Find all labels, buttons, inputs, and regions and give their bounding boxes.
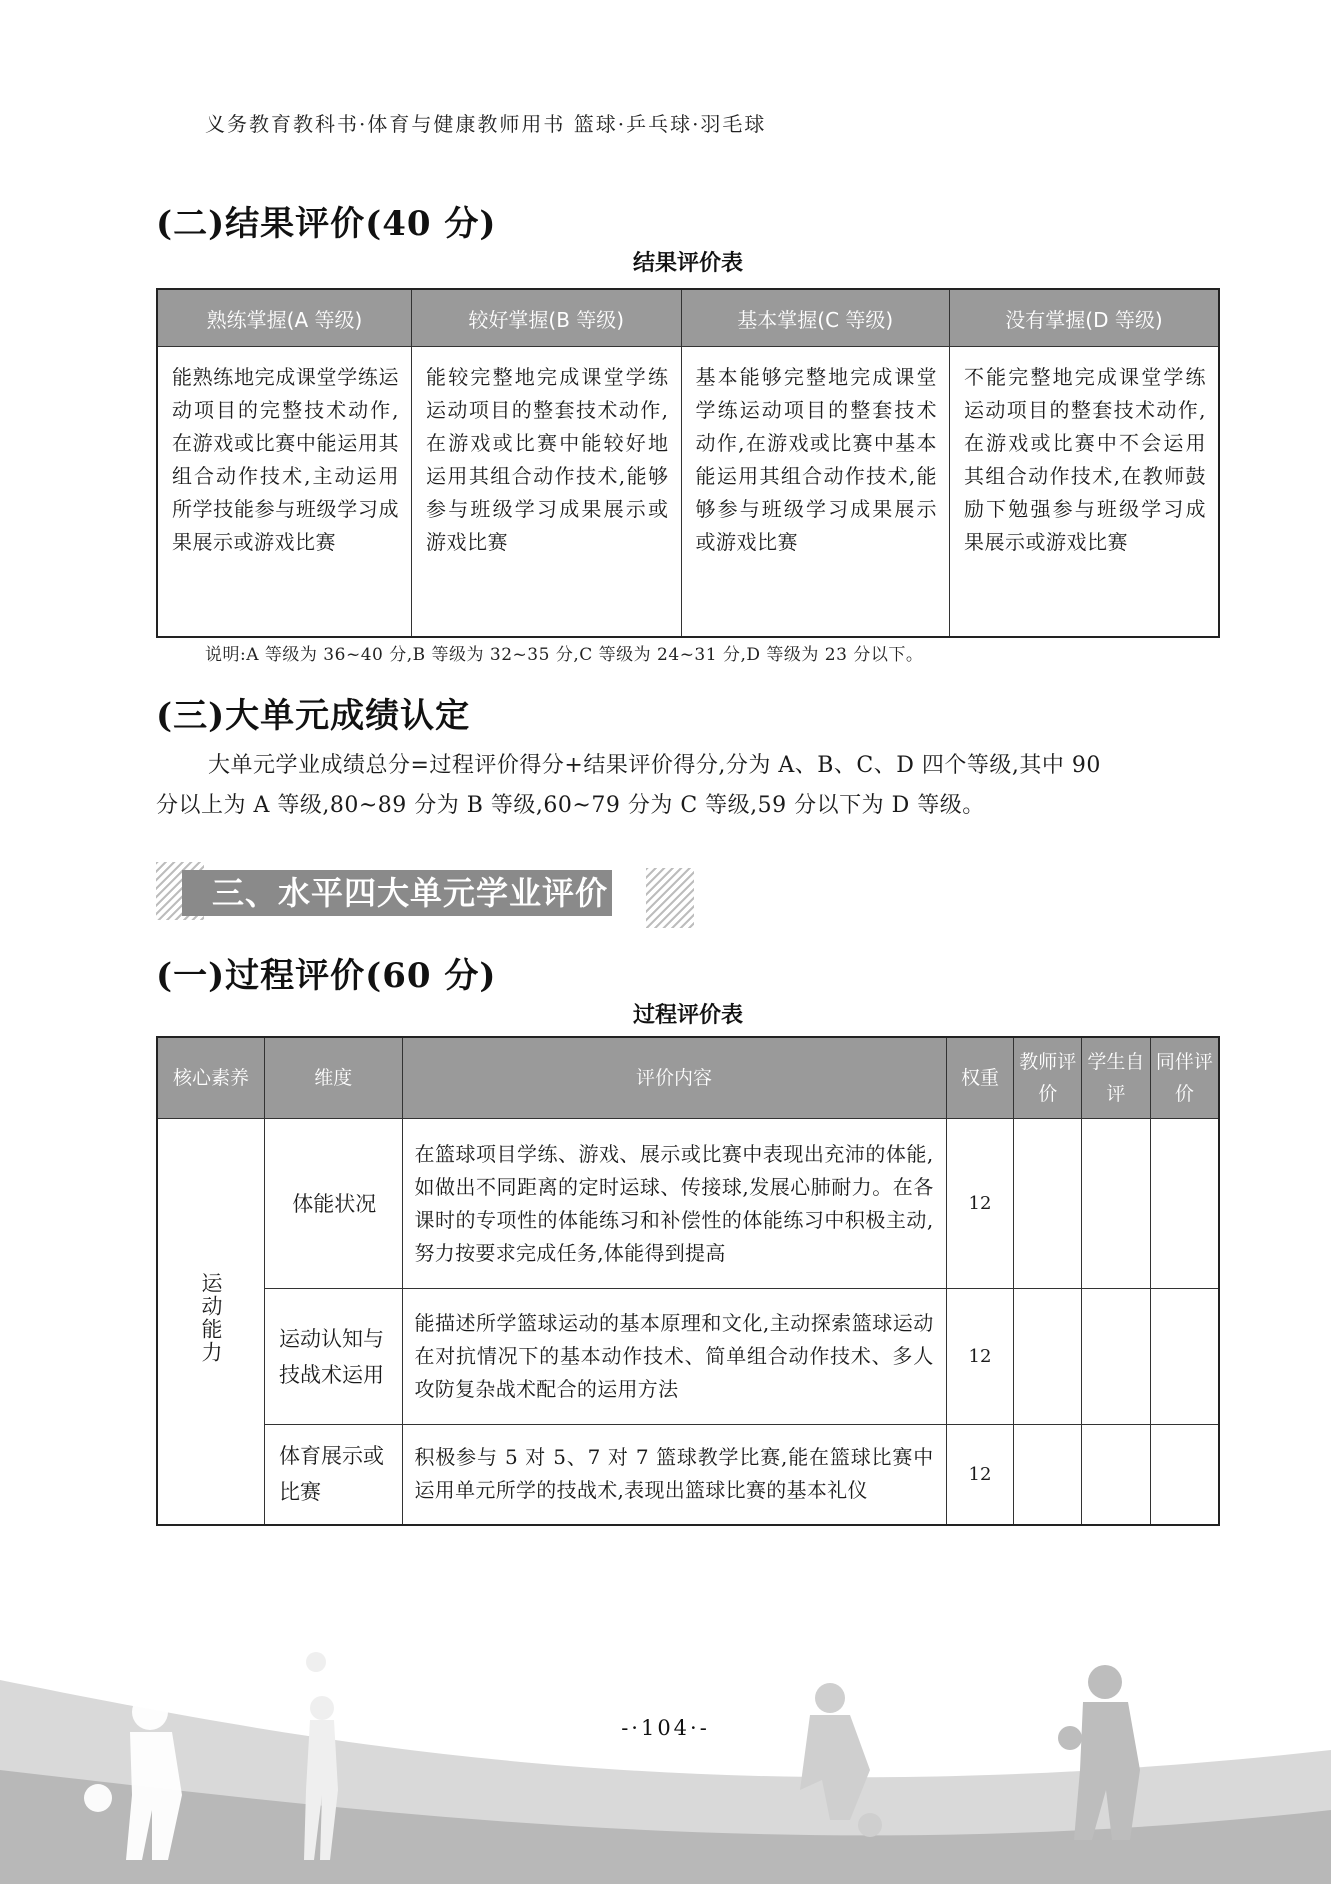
paragraph-line-1: 大单元学业成绩总分=过程评价得分+结果评价得分,分为 A、B、C、D 四个等级,其中 90 [208,753,1101,778]
header-grade-b: 较好掌握(B 等级) [412,289,681,347]
peer-eval-cell[interactable] [1150,1425,1219,1525]
cell-grade-d: 不能完整地完成课堂学练运动项目的整套技术动作,在游戏或比赛中不会运用其组合动作技术,在教师鼓励下勉强参与班级学习成果展示或游戏比赛 [949,347,1219,637]
table-row [157,1425,1219,1525]
result-table-row [157,347,1219,637]
header-core-literacy: 核心素养 [157,1037,265,1119]
header-student-eval: 学生自评 [1082,1037,1151,1119]
player-silhouette-shooter [304,1652,338,1860]
cell-grade-a: 能熟练地完成课堂学练运动项目的完整技术动作,在游戏或比赛中能运用其组合动作技术,主动运用所学技能参与班级学习成果展示或游戏比赛 [157,347,412,637]
header-teacher-eval: 教师评价 [1014,1037,1082,1119]
content-cell: 在篮球项目学练、游戏、展示或比赛中表现出充沛的体能,如做出不同距离的定时运球、传接球,发展心肺耐力。在各课时的专项性的体能练习和补偿性的体能练习中积极主动,努力按要求完成任务,体能得到提高 [402,1119,946,1289]
content-cell: 积极参与 5 对 5、7 对 7 篮球教学比赛,能在篮球比赛中运用单元所学的技战术,表现出篮球比赛的基本礼仪 [402,1425,946,1525]
banner-hatch-right [646,868,694,928]
peer-eval-cell[interactable] [1150,1119,1219,1289]
cell-grade-c: 基本能够完整地完成课堂学练运动项目的整套技术动作,在游戏或比赛中基本能运用其组合动作技术,能够参与班级学习成果展示或游戏比赛 [681,347,949,637]
header-weight: 权重 [946,1037,1014,1119]
grade-note: 说明:A 等级为 36~40 分,B 等级为 32~35 分,C 等级为 24~31 分,D 等级为 23 分以下。 [205,645,924,665]
student-eval-cell[interactable] [1082,1425,1151,1525]
weight-cell: 12 [946,1119,1014,1289]
header-grade-d: 没有掌握(D 等级) [949,289,1219,347]
teacher-eval-cell[interactable] [1014,1425,1082,1525]
process-table-header-row [157,1037,1219,1119]
section-banner [156,862,696,928]
running-header: 义务教育教科书·体育与健康教师用书 篮球·乒乓球·羽毛球 [205,112,767,136]
peer-eval-cell[interactable] [1150,1289,1219,1425]
dimension-cell: 运动认知与技战术运用 [265,1289,403,1425]
paragraph-line-2: 分以上为 A 等级,80~89 分为 B 等级,60~79 分为 C 等级,59 分以下为 D 等级。 [156,793,985,818]
weight-cell: 12 [946,1289,1014,1425]
student-eval-cell[interactable] [1082,1289,1151,1425]
page-number: -·104·- [621,1716,710,1740]
process-table-title: 过程评价表 [632,1003,743,1028]
teacher-eval-cell[interactable] [1014,1119,1082,1289]
header-peer-eval: 同伴评价 [1150,1037,1219,1119]
banner-title: 三、水平四大单元学业评价 [182,870,612,916]
content-cell: 能描述所学篮球运动的基本原理和文化,主动探索篮球运动在对抗情况下的基本动作技术、简单组合动作技术、多人攻防复杂战术配合的运用方法 [402,1289,946,1425]
result-table-title: 结果评价表 [632,251,743,276]
header-grade-c: 基本掌握(C 等级) [681,289,949,347]
header-content: 评价内容 [402,1037,946,1119]
result-table-header-row [157,289,1219,347]
core-literacy-cell [157,1119,265,1525]
result-evaluation-table [156,288,1220,638]
unit-grade-paragraph [156,746,1222,826]
result-evaluation-heading: (二)结果评价(40 分) [156,204,497,244]
table-row [157,1289,1219,1425]
dimension-cell: 体能状况 [265,1119,403,1289]
weight-cell: 12 [946,1425,1014,1525]
header-grade-a: 熟练掌握(A 等级) [157,289,412,347]
unit-grade-heading: (三)大单元成绩认定 [156,696,471,736]
header-dimension: 维度 [265,1037,403,1119]
cell-grade-b: 能较完整地完成课堂学练运动项目的整套技术动作,在游戏或比赛中能较好地运用其组合动作技术,能够参与班级学习成果展示或游戏比赛 [412,347,681,637]
process-evaluation-table [156,1036,1220,1526]
student-eval-cell[interactable] [1082,1119,1151,1289]
footer-decoration [0,1620,1331,1884]
process-evaluation-heading: (一)过程评价(60 分) [156,956,497,996]
core-literacy-label: 运动能力 [199,1272,223,1365]
teacher-eval-cell[interactable] [1014,1289,1082,1425]
dimension-cell: 体育展示或比赛 [265,1425,403,1525]
table-row [157,1119,1219,1289]
